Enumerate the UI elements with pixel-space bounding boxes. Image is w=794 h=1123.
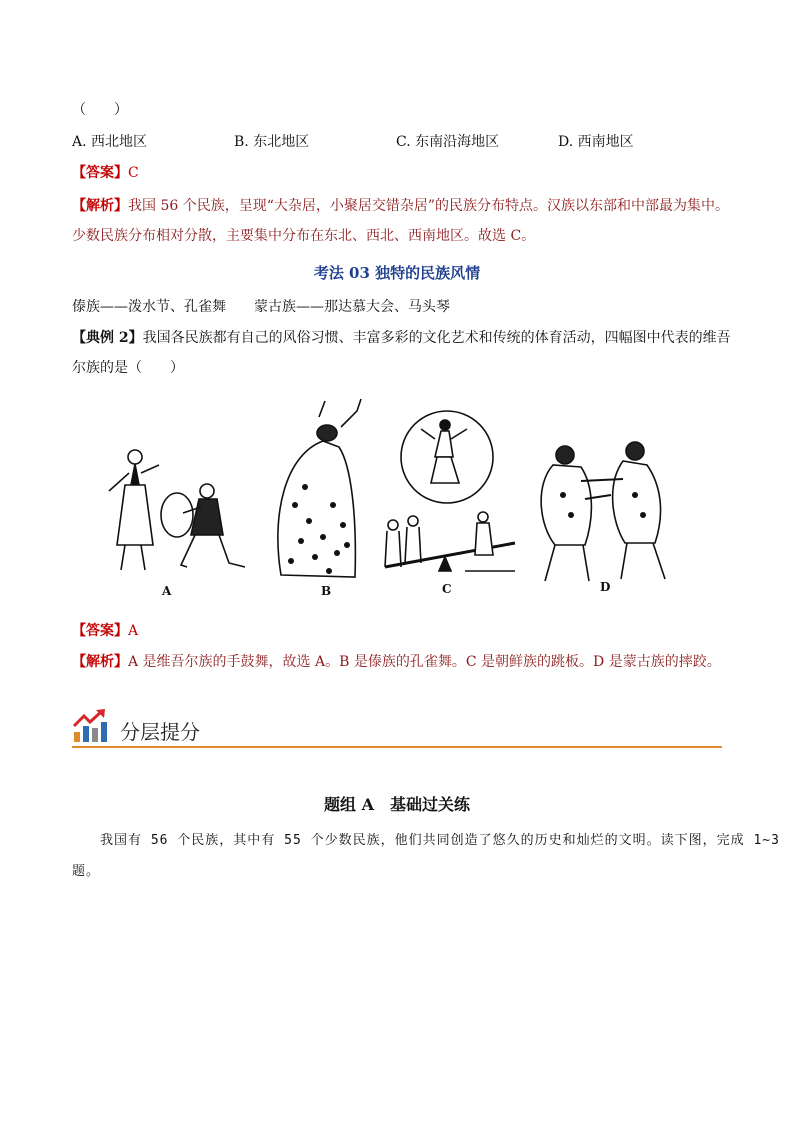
figure-a-drum-dance <box>109 450 245 570</box>
figure-d-wrestling <box>541 442 665 581</box>
group-intro-2: 题。 <box>72 864 101 879</box>
answer-tag: 【答案】 <box>72 165 128 181</box>
banner-title: 分层提分 <box>120 720 200 744</box>
example-analysis-row <box>72 652 721 672</box>
example-answer-tag: 【答案】 <box>72 623 128 639</box>
figure-label-a: A <box>162 584 172 598</box>
section-facts: 傣族——泼水节、孔雀舞 蒙古族——那达慕大会、马头琴 <box>72 299 450 315</box>
figure-c-seesaw-jump <box>385 411 515 571</box>
analysis-tag: 【解析】 <box>72 198 128 214</box>
ethnic-dance-figures <box>95 395 695 605</box>
group-intro-1: 我国有 56 个民族，其中有 55 个少数民族，他们共同创造了悠久的历史和灿烂的文明。读下图，完成 1~3 <box>100 833 780 848</box>
analysis-line-1 <box>72 196 729 216</box>
analysis-line-2: 少数民族分布相对分散，主要集中分布在东北、西北、西南地区。故选 C。 <box>72 228 536 244</box>
option-c: C. 东南沿海地区 <box>396 134 500 150</box>
option-d: D. 西南地区 <box>558 134 634 150</box>
example-analysis-text: A 是维吾尔族的手鼓舞，故选 A。B 是傣族的孔雀舞。C 是朝鲜族的跳板。D 是蒙古族的摔跤。 <box>128 654 721 670</box>
example-answer-row <box>72 621 138 641</box>
growth-chart-icon <box>72 708 108 744</box>
example-tag: 【典例 2】 <box>72 330 143 346</box>
example-line-2: 尔族的是（ ） <box>72 360 184 376</box>
figure-b-peacock-dance <box>278 399 361 577</box>
answer-row <box>72 163 139 183</box>
example-answer-value: A <box>128 623 139 639</box>
figure-label-c: C <box>442 582 452 596</box>
figure-label-b: B <box>321 584 332 598</box>
example-text-1: 我国各民族都有自己的风俗习惯、丰富多彩的文化艺术和传统的体育活动，四幅图中代表的维吾 <box>142 330 731 346</box>
figure-label-d: D <box>600 580 611 594</box>
example-analysis-tag: 【解析】 <box>72 654 128 670</box>
banner-rule <box>72 746 722 748</box>
answer-value: C <box>128 165 139 181</box>
analysis-text-1: 我国 56 个民族，呈现“大杂居，小聚居交错杂居”的民族分布特点。汉族以东部和中部最为集中。 <box>128 198 730 214</box>
question-paren: （ ） <box>72 102 128 118</box>
section-title: 考法 03 独特的民族风情 <box>313 264 481 282</box>
option-a: A. 西北地区 <box>72 134 148 150</box>
option-b: B. 东北地区 <box>234 134 310 150</box>
example-line-1 <box>72 328 731 348</box>
group-title: 题组 A 基础过关练 <box>324 795 470 814</box>
